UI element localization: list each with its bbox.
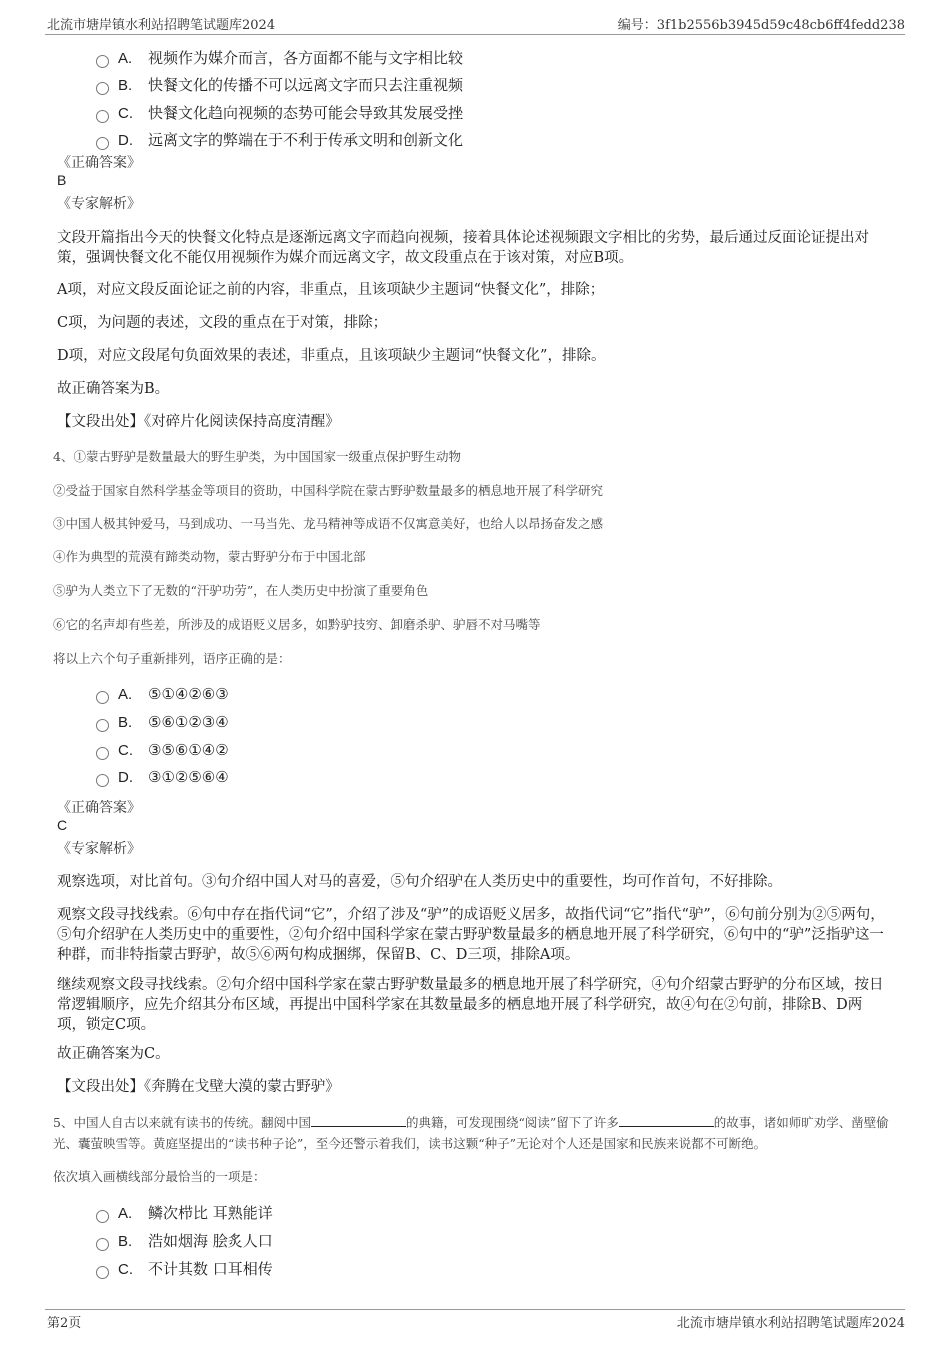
q4-option-c[interactable]: C . ③⑤⑥①④② [96,741,229,759]
q4-analysis-2: 观察文段寻找线索。⑥句中存在指代词“它”，介绍了涉及“驴”的成语贬义居多，故指代词“它”指代“驴”，⑥句前分别为②⑤两句，⑤句介绍驴在人类历史中的重要性，②句介绍中国科学家在蒙古野驴数量最多的栖息地开展了科学研究，⑥句中的“驴”泛指驴这一种群，而非特指蒙古野驴，故⑤⑥两句构成捆绑，保留B、C、D三项，排除A项。 [57,907,885,963]
q4-sentence-3: ③中国人极其钟爱马，马到成功、一马当先、龙马精神等成语不仅寓意美好，也给人以昂扬奋发之感 [53,516,604,531]
footer-divider [45,1309,905,1310]
q4-option-a[interactable]: A . ⑤①④②⑥③ [96,685,229,703]
footer-title: 北流市塘岸镇水利站招聘笔试题库2024 [676,1316,905,1331]
q4-option-d[interactable]: D . ③①②⑤⑥④ [96,768,229,786]
q3-analysis-2: A项，对应文段反面论证之前的内容，非重点，且该项缺少主题词“快餐文化”，排除； [57,282,605,298]
header-divider [45,34,905,35]
page-number: 第2页 [47,1316,82,1331]
radio-icon[interactable] [96,110,109,123]
q3-option-b[interactable]: B . 快餐文化的传播不可以远离文字而只去注重视频 [96,74,463,95]
q4-sentence-6: ⑥它的名声却有些差，所涉及的成语贬义居多，如黔驴技穷、卸磨杀驴、驴唇不对马嘴等 [53,617,541,632]
q3-option-a[interactable]: A . 视频作为媒介而言，各方面都不能与文字相比较 [96,47,463,68]
q3-option-d[interactable]: D . 远离文字的弊端在于不利于传承文明和创新文化 [96,129,463,150]
q4-analysis-3: 继续观察文段寻找线索。②句介绍中国科学家在蒙古野驴数量最多的栖息地开展了科学研究，④句介绍蒙古野驴的分布区域，按日常逻辑顺序，应先介绍其分布区域，再提出中国科学家在其数量最多的栖息地开展了科学研究，故④句在②句前，排除B、D两项，锁定C项。 [57,977,884,1033]
q3-analysis-label: 《专家解析》 [57,196,141,212]
q4-sentence-5: ⑤驴为人类立下了无数的“汗驴功劳”，在人类历史中扮演了重要角色 [53,583,429,598]
q4-analysis-4: 故正确答案为C。 [57,1046,170,1062]
q4-sentence-1: 4、①蒙古野驴是数量最大的野生驴类，为中国国家一级重点保护野生动物 [53,449,461,464]
radio-icon[interactable] [96,747,109,760]
radio-icon[interactable] [96,1266,109,1279]
q4-answer-label: 《正确答案》 [57,800,141,816]
q3-answer-label: 《正确答案》 [57,155,141,171]
radio-icon[interactable] [96,691,109,704]
header-code: 编号：3f1b2556b3945d59c48cb6ff4fedd238 [617,18,905,33]
q4-sentence-4: ④作为典型的荒漠有蹄类动物，蒙古野驴分布于中国北部 [53,549,366,564]
q5-stem: 5、中国人自古以来就有读书的传统。翻阅中国 的典籍，可发现围绕“阅读”留下了许多 的故事，诸如师旷劝学、凿壁偷光、囊萤映雪等。黄庭坚提出的“读书种子论”，至今还警示着我们，读书这颗“种子”无论对个人还是国家和民族来说都不可断绝。 [53,1115,889,1151]
q3-source: 【文段出处】《对碎片化阅读保持高度清醒》 [57,414,340,430]
radio-icon[interactable] [96,719,109,732]
q3-analysis-3: C项，为问题的表述，文段的重点在于对策，排除； [57,315,388,331]
q5-prompt: 依次填入画横线部分最恰当的一项是： [53,1169,266,1184]
fill-blank-2[interactable] [619,1114,714,1127]
fill-blank-1[interactable] [311,1114,406,1127]
header-title: 北流市塘岸镇水利站招聘笔试题库2024 [47,18,276,33]
q4-source: 【文段出处】《奔腾在戈壁大漠的蒙古野驴》 [57,1079,340,1095]
q3-analysis-5: 故正确答案为B。 [57,381,170,397]
radio-icon[interactable] [96,1210,109,1223]
radio-icon[interactable] [96,774,109,787]
q3-analysis-1: 文段开篇指出今天的快餐文化特点是逐渐远离文字而趋向视频，接着具体论述视频跟文字相比的劣势，最后通过反面论证提出对策，强调快餐文化不能仅用视频作为媒介而远离文字，故文段重点在于该对策，对应B项。 [57,230,869,266]
q4-option-b[interactable]: B . ⑤⑥①②③④ [96,713,229,731]
radio-icon[interactable] [96,55,109,68]
q3-analysis-4: D项，对应文段尾句负面效果的表述，非重点，且该项缺少主题词“快餐文化”，排除。 [57,348,606,364]
q4-analysis-1: 观察选项，对比首句。③句介绍中国人对马的喜爱，⑤句介绍驴在人类历史中的重要性，均可作首句，不好排除。 [57,874,782,890]
q3-answer: B [57,172,67,188]
q3-option-c[interactable]: C . 快餐文化趋向视频的态势可能会导致其发展受挫 [96,102,463,123]
radio-icon[interactable] [96,137,109,150]
q4-sentence-2: ②受益于国家自然科学基金等项目的资助，中国科学院在蒙古野驴数量最多的栖息地开展了科学研究 [53,483,604,498]
q5-option-a[interactable]: A . 鳞次栉比 耳熟能详 [96,1202,273,1223]
q4-answer: C [57,817,68,833]
q4-analysis-label: 《专家解析》 [57,841,141,857]
q5-option-c[interactable]: C . 不计其数 口耳相传 [96,1258,273,1279]
radio-icon[interactable] [96,82,109,95]
radio-icon[interactable] [96,1238,109,1251]
q4-prompt: 将以上六个句子重新排列，语序正确的是： [53,651,291,666]
q5-option-b[interactable]: B . 浩如烟海 脍炙人口 [96,1230,273,1251]
page-header [47,14,905,34]
